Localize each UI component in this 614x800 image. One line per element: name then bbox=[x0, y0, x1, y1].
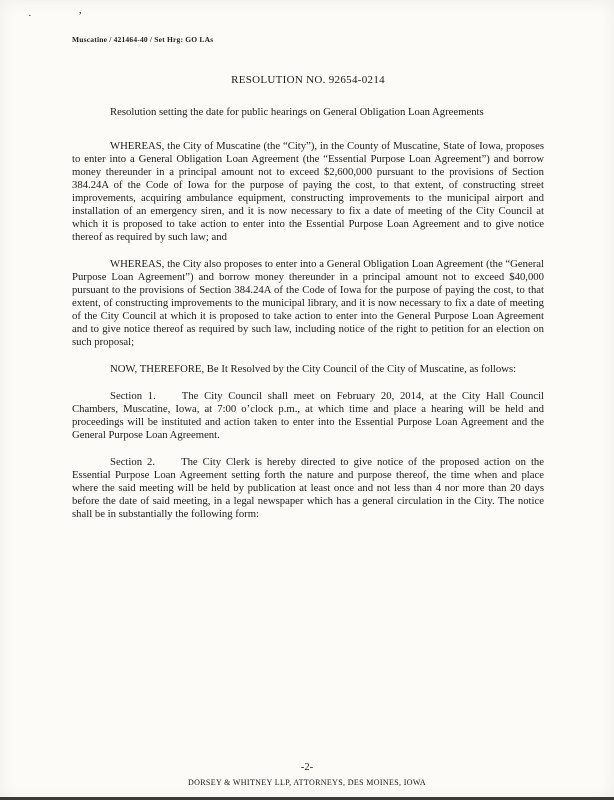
pen-mark-artifact: · ʼ bbox=[28, 10, 105, 22]
paragraph-whereas-2 bbox=[72, 258, 544, 349]
paragraph-text: NOW, THEREFORE, Be It Resolved by the City Council of the City of Muscatine, as follows: bbox=[110, 363, 517, 375]
page-number: -2- bbox=[300, 762, 314, 773]
paragraph-text: The City Clerk is hereby directed to give notice of the proposed action on the Essential Purpose Loan Agreement setting forth the nature and purpose thereof, the time when and place where the said meeting will be held by publication at least once and not less than 4 nor more than 20 days before the date of said meeting, in a legal newspaper which has a general circulation in the City. The notice shall be in substantially the following form: bbox=[72, 456, 545, 520]
resolution-title: RESOLUTION NO. 92654-0214 bbox=[231, 74, 385, 86]
section-1-label: Section 1. bbox=[110, 390, 156, 402]
section-2-label: Section 2. bbox=[110, 456, 156, 468]
paragraph-section-1 bbox=[72, 390, 544, 442]
paragraph-section-2 bbox=[72, 456, 544, 521]
law-firm-footer: DORSEY & WHITNEY LLP, ATTORNEYS, DES MOINES, IOWA bbox=[187, 778, 427, 787]
paragraph-text: WHEREAS, the City of Muscatine (the “City”), in the County of Muscatine, State of Iowa, proposes to enter into a General Obligation Loan Agreement (the “Essential Purpose Loan Agreement”) and borrow money thereunder in a principal amount not to exceed $2,600,000 pursuant to the provisions of Section 384.24A of the Code of Iowa for the purpose of paying the cost, to that extent, of constructing street improvements, acquiring ambulance equipment, constructing improvements to the municipal airport and installation of an emergency siren, and it is now necessary to fix a date of meeting of the City Council at which it is proposed to take action to enter into the Essential Purpose Loan Agreement and to give notice thereof as required by such law; and bbox=[72, 140, 544, 243]
paragraph-resolved-clause bbox=[72, 363, 544, 376]
paragraph-text: The City Council shall meet on February 20, 2014, at the City Hall Council Chambers, Muscatine, Iowa, at 7:00 o’clock p.m., at which time and place a hearing will be held and proceedings will be instituted and action taken to enter into the Essential Purpose Loan Agreement and the General Purpose Loan Agreement. bbox=[72, 390, 545, 441]
paragraph-whereas-1 bbox=[72, 140, 544, 244]
paragraph-text: WHEREAS, the City also proposes to enter into a General Obligation Loan Agreement (the “General Purpose Loan Agreement”) and borrow money thereunder in a principal amount not to exceed $40,000 pursuant to the provisions of Section 384.24A of the Code of Iowa for the purpose of paying the cost, to that extent, of constructing improvements to the municipal library, and it is now necessary to fix a date of meeting of the City Council at which it is proposed to take action to enter into the General Purpose Loan Agreement and to give notice thereof as required by such law, including notice of the right to petition for an election on such proposal; bbox=[72, 258, 544, 348]
document-reference-header: Muscatine / 421464-40 / Set Hrg: GO LAs bbox=[72, 35, 214, 44]
resolution-subtitle: Resolution setting the date for public hearings on General Obligation Loan Agreements bbox=[110, 106, 484, 118]
document-body bbox=[72, 74, 544, 521]
